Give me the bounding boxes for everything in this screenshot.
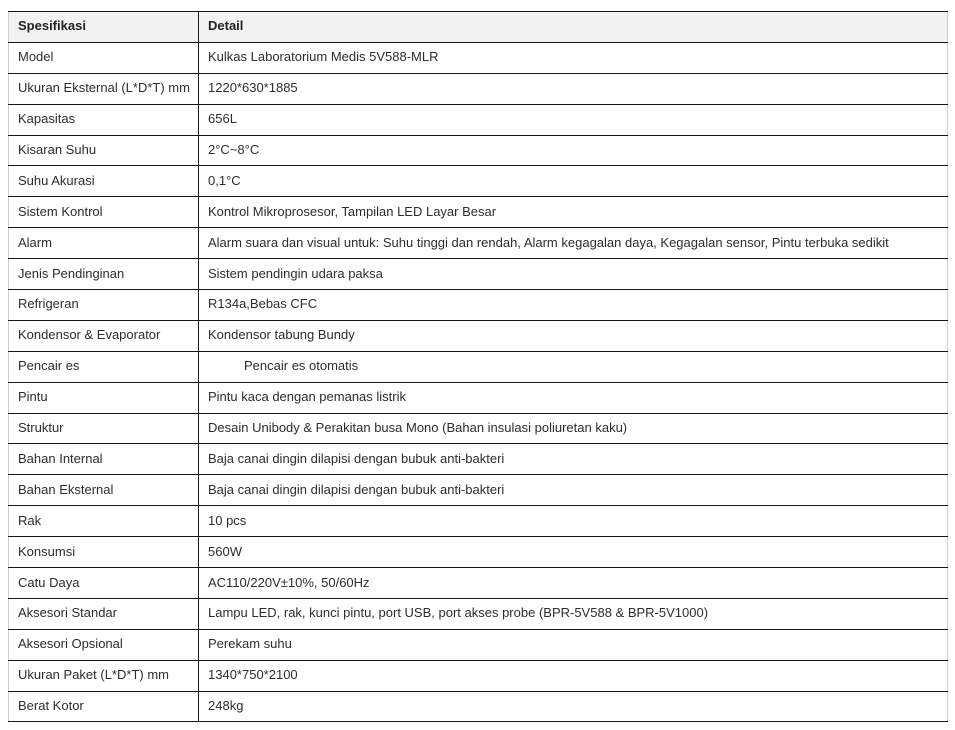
spec-detail: Desain Unibody & Perakitan busa Mono (Bahan insulasi poliuretan kaku) [199,413,948,444]
table-row [9,691,948,722]
spec-table-header [9,12,948,43]
spec-detail: 0,1°C [199,166,948,197]
spec-label: Konsumsi [9,537,199,568]
table-row [9,382,948,413]
table-row [9,42,948,73]
spec-detail: Alarm suara dan visual untuk: Suhu tinggi dan rendah, Alarm kegagalan daya, Kegagalan sensor, Pintu terbuka sedikit [199,228,948,259]
table-row [9,228,948,259]
spec-detail: 248kg [199,691,948,722]
spec-label: Aksesori Opsional [9,629,199,660]
table-row [9,629,948,660]
spec-label: Ukuran Eksternal (L*D*T) mm [9,73,199,104]
table-row [9,475,948,506]
table-row [9,104,948,135]
table-row [9,290,948,321]
spec-detail: AC110/220V±10%, 50/60Hz [199,568,948,599]
spec-label: Berat Kotor [9,691,199,722]
spec-detail: R134a,Bebas CFC [199,290,948,321]
spec-detail: Pintu kaca dengan pemanas listrik [199,382,948,413]
spec-detail: 10 pcs [199,506,948,537]
spec-table-body [9,42,948,722]
spec-label: Pencair es [9,351,199,382]
spec-detail: Kontrol Mikroprosesor, Tampilan LED Layar Besar [199,197,948,228]
spec-label: Pintu [9,382,199,413]
spec-detail: Sistem pendingin udara paksa [199,259,948,290]
spec-label: Aksesori Standar [9,598,199,629]
spec-label: Suhu Akurasi [9,166,199,197]
spec-label: Refrigeran [9,290,199,321]
spec-detail: 1340*750*2100 [199,660,948,691]
table-row [9,259,948,290]
column-header-detail: Detail [199,12,948,43]
spec-label: Sistem Kontrol [9,197,199,228]
table-row [9,598,948,629]
spec-label: Jenis Pendinginan [9,259,199,290]
spec-label: Model [9,42,199,73]
spec-detail: Lampu LED, rak, kunci pintu, port USB, port akses probe (BPR-5V588 & BPR-5V1000) [199,598,948,629]
table-row [9,506,948,537]
spec-label: Kapasitas [9,104,199,135]
spec-label: Alarm [9,228,199,259]
spec-detail: 560W [199,537,948,568]
table-row [9,444,948,475]
spec-detail: Kulkas Laboratorium Medis 5V588-MLR [199,42,948,73]
header-row [9,12,948,43]
spec-detail: Pencair es otomatis [199,351,948,382]
spec-detail: 2°C~8°C [199,135,948,166]
spec-label: Rak [9,506,199,537]
spec-detail: Baja canai dingin dilapisi dengan bubuk anti-bakteri [199,444,948,475]
table-row [9,197,948,228]
spec-detail: Kondensor tabung Bundy [199,320,948,351]
spec-table [8,11,948,722]
table-row [9,537,948,568]
table-row [9,660,948,691]
spec-detail: 1220*630*1885 [199,73,948,104]
spec-label: Catu Daya [9,568,199,599]
spec-label: Bahan Internal [9,444,199,475]
table-row [9,320,948,351]
spec-label: Kisaran Suhu [9,135,199,166]
table-row [9,166,948,197]
table-row [9,135,948,166]
table-row [9,73,948,104]
table-row [9,351,948,382]
table-row [9,568,948,599]
table-row [9,413,948,444]
spec-detail: Baja canai dingin dilapisi dengan bubuk anti-bakteri [199,475,948,506]
spec-label: Struktur [9,413,199,444]
spec-label: Bahan Eksternal [9,475,199,506]
spec-detail: 656L [199,104,948,135]
spec-detail: Perekam suhu [199,629,948,660]
spec-label: Ukuran Paket (L*D*T) mm [9,660,199,691]
spec-label: Kondensor & Evaporator [9,320,199,351]
column-header-spesifikasi: Spesifikasi [9,12,199,43]
